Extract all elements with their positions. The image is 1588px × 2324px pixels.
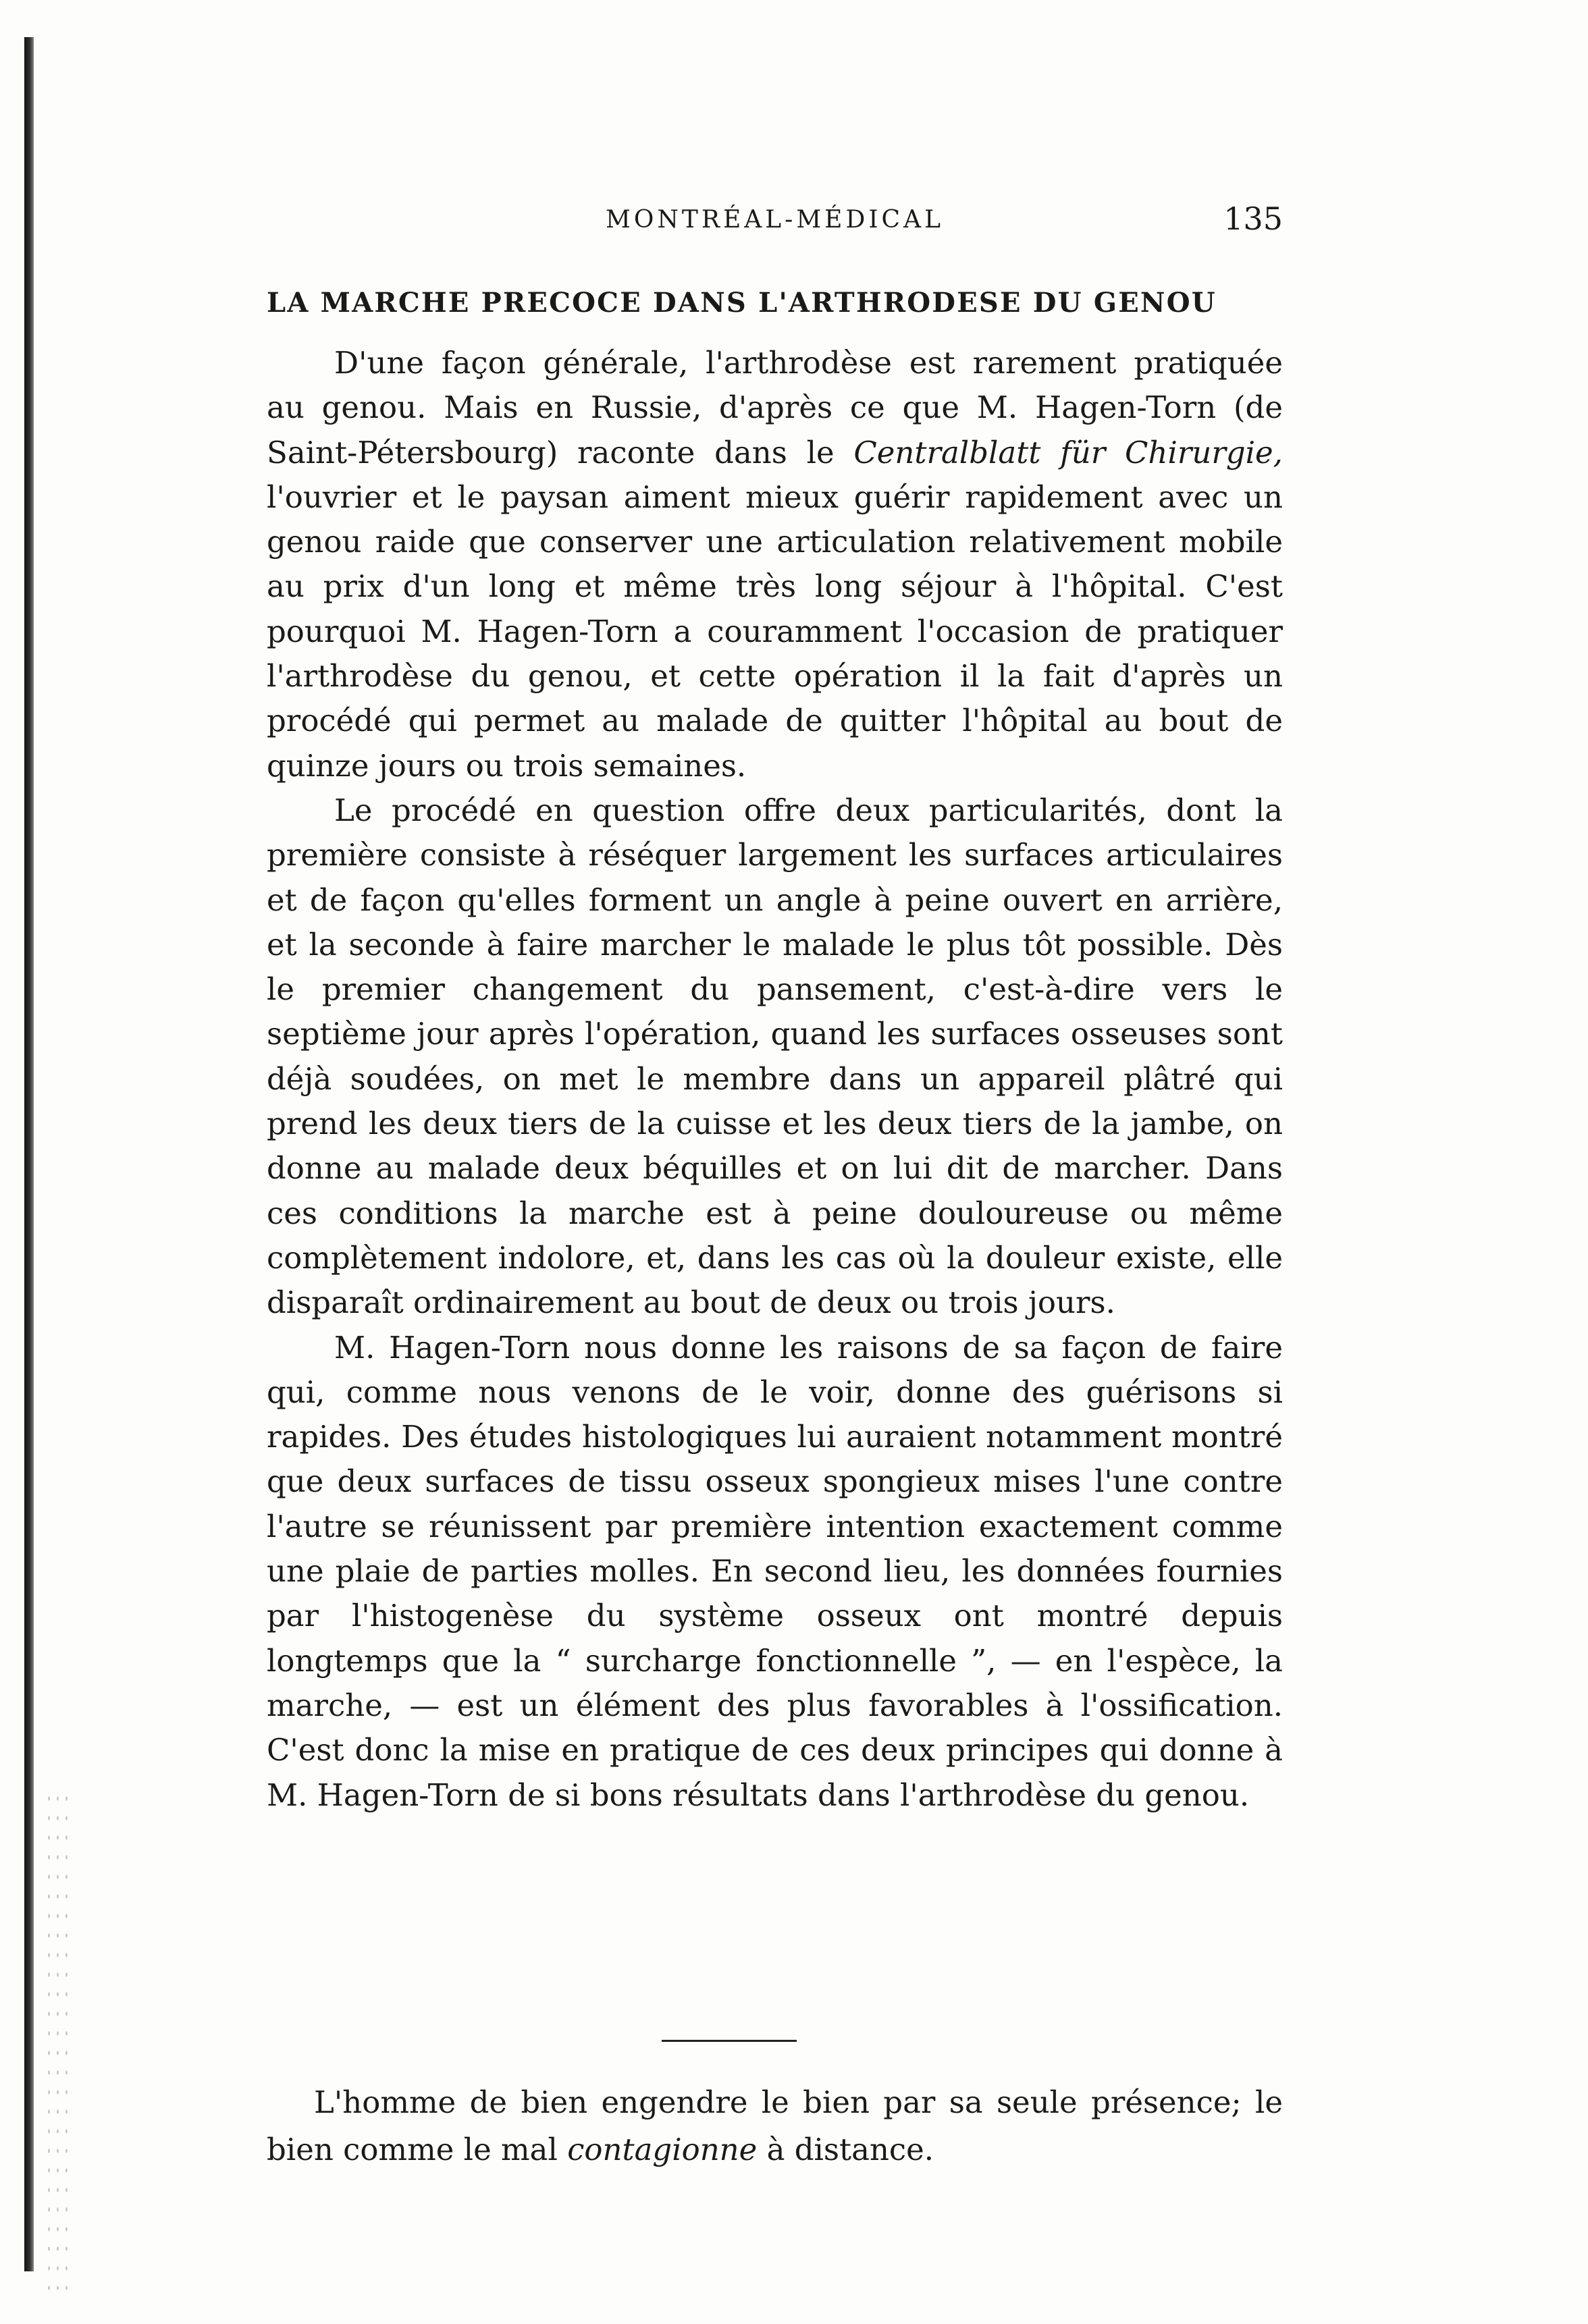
journal-title: Centralblatt für Chirurgie,	[853, 434, 1283, 470]
paragraph-1-text-a: D'une façon générale, l'arthrodèse est rarement pratiquée au genou. Mais en Russie, d'après ce que M. Hagen-Torn (de Saint-Pétersbourg) raconte dans le	[267, 345, 1283, 470]
paragraph-2: Le procédé en question offre deux particularités, dont la première consiste à réséquer largement les surfaces articulaires et de façon qu'elles forment un angle à peine ouvert en arrière, et la seconde à faire marcher le malade le plus tôt possible. Dès le premier changement du pansement, c'est-à-dire vers le septième jour après l'opération, quand les surfaces osseuses sont déjà soudées, on met le membre dans un appareil plâtré qui prend les deux tiers de la cuisse et les deux tiers de la jambe, on donne au malade deux béquilles et on lui dit de marcher. Dans ces conditions la marche est à peine douloureuse ou même complètement indolore, et, dans les cas où la douleur existe, elle disparaît ordinairement au bout de deux ou trois jours.	[267, 792, 1283, 1321]
paragraph-3: M. Hagen-Torn nous donne les raisons de sa façon de faire qui, comme nous venons de le voir, donne des guérisons si rapides. Des études histologiques lui auraient notamment montré que deux surfaces de tissu osseux spongieux mises l'une contre l'autre se réunissent par première intention exactement comme une plaie de parties molles. En second lieu, les données fournies par l'histogenèse du système osseux ont montré depuis longtemps que la “ surcharge fonctionnelle ”, — en l'espèce, la marche, — est un élément des plus favorables à l'ossification. C'est donc la mise en pratique de ces deux principes qui donne à M. Hagen-Torn de si bons résultats dans l'arthrodèse du genou.	[267, 1329, 1283, 1813]
running-title: MONTRÉAL-MÉDICAL	[605, 206, 944, 234]
epigraph-italic-word: contagionne	[567, 2132, 758, 2167]
article-body	[267, 341, 1283, 1818]
article-title: LA MARCHE PRECOCE DANS L'ARTHRODESE DU GENOU	[267, 287, 1217, 319]
epigraph	[267, 2079, 1283, 2173]
running-header	[267, 200, 1283, 253]
scan-specks	[45, 1789, 72, 2302]
page-number: 135	[1223, 200, 1283, 237]
paragraph-1-text-b: l'ouvrier et le paysan aiment mieux guérir rapidement avec un genou raide que conserver une articulation relativement mobile au prix d'un long et même très long séjour à l'hôpital. C'est pourquoi M. Hagen-Torn a couramment l'occasion de pratiquer l'arthrodèse du genou, et cette opération il la fait d'après un procédé qui permet au malade de quitter l'hôpital au bout de quinze jours ou trois semaines.	[267, 479, 1283, 784]
epigraph-text-b: à distance.	[757, 2132, 934, 2167]
epigraph-text-a: L'homme de bien engendre le bien par sa seule présence; le bien comme le mal	[267, 2084, 1283, 2167]
paragraph-1	[267, 341, 1283, 788]
binding-edge	[24, 37, 34, 2271]
section-divider	[662, 2040, 797, 2042]
